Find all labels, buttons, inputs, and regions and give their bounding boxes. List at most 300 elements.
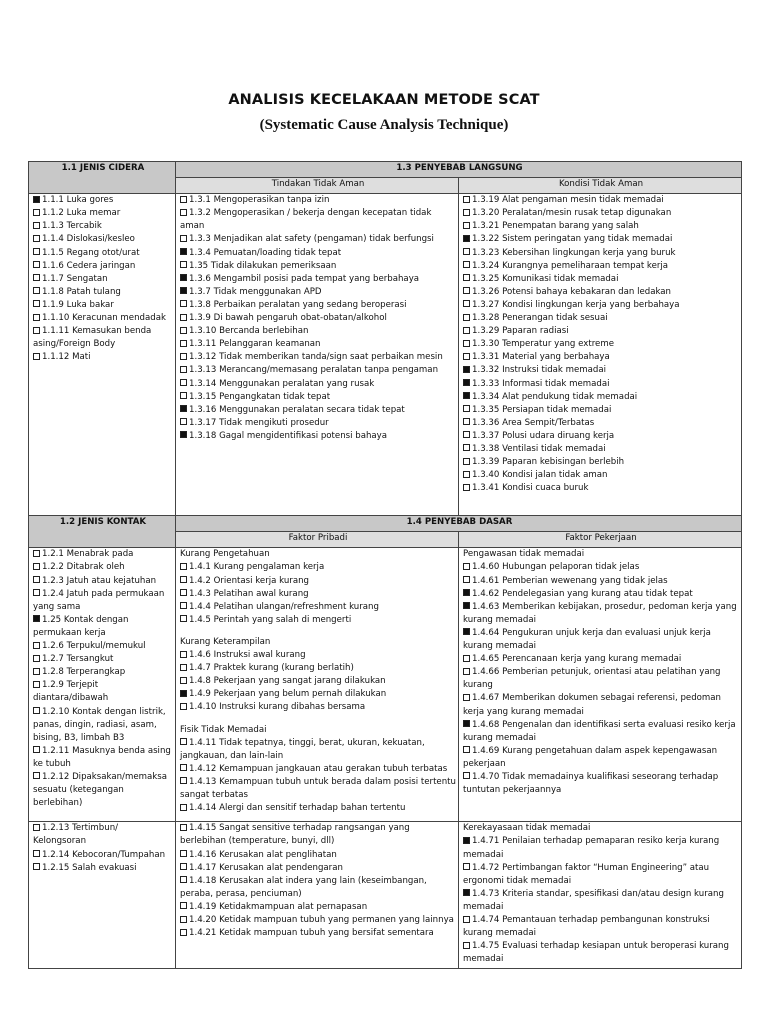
checklist-item <box>180 862 456 875</box>
checkbox-icon[interactable] <box>463 772 470 779</box>
checklist-item <box>180 260 456 273</box>
checklist-item <box>180 927 456 940</box>
checklist-item-label: 1.3.16 Menggunakan peralatan secara tidak tepat <box>189 404 405 415</box>
checklist-item <box>180 312 456 325</box>
checkbox-icon[interactable] <box>463 353 470 360</box>
checklist-item-label: 1.2.14 Kebocoran/Tumpahan <box>42 849 166 860</box>
checkbox-icon[interactable] <box>463 458 470 465</box>
checklist-item <box>33 260 173 273</box>
checklist-item-label: 1.1.1 Luka gores <box>42 195 114 206</box>
checked-box-icon[interactable] <box>463 837 470 844</box>
checklist-item <box>180 575 456 588</box>
checklist-item-label: 1.25 Kontak dengan permukaan kerja <box>33 614 129 638</box>
checklist-item-label: 1.3.4 Pemuatan/loading tidak tepat <box>189 247 342 258</box>
checkbox-icon[interactable] <box>463 274 470 281</box>
checkbox-icon[interactable] <box>33 353 40 360</box>
checklist-item <box>463 338 739 351</box>
checklist-item-label: 1.3.10 Bercanda berlebihan <box>189 326 309 337</box>
checkbox-icon[interactable] <box>180 703 187 710</box>
checkbox-icon[interactable] <box>33 287 40 294</box>
checklist-item-label: 1.4.12 Kemampuan jangkauan atau gerakan tubuh terbatas <box>189 763 448 774</box>
checkbox-icon[interactable] <box>180 664 187 671</box>
checklist-item-label: 1.4.15 Sangat sensitive terhadap rangsangan yang berlebihan (temperature, bunyi, dll) <box>180 823 410 847</box>
checklist-item-label: 1.1.8 Patah tulang <box>42 286 121 297</box>
checked-box-icon[interactable] <box>180 248 187 255</box>
checklist-item <box>463 469 739 482</box>
checklist-item <box>33 614 173 640</box>
checkbox-icon[interactable] <box>33 707 40 714</box>
checklist-item <box>33 273 173 286</box>
checked-box-icon[interactable] <box>463 366 470 373</box>
checkbox-icon[interactable] <box>33 261 40 268</box>
checkbox-icon[interactable] <box>180 300 187 307</box>
checked-box-icon[interactable] <box>180 287 187 294</box>
checklist-item <box>463 666 739 692</box>
checklist-item <box>463 719 739 745</box>
checklist-item <box>180 273 456 286</box>
faktor-pribadi-list-a <box>176 548 459 822</box>
checkbox-icon[interactable] <box>33 209 40 216</box>
checklist-item-label: 1.1.12 Mati <box>42 352 91 363</box>
checklist-item-label: 1.2.10 Kontak dengan listrik, panas, dingin, radiasi, asam, bising, B3, limbah B3 <box>33 706 166 743</box>
checklist-item <box>180 849 456 862</box>
checkbox-icon[interactable] <box>180 340 187 347</box>
checklist-item-label: 1.4.69 Kurang pengetahuan dalam aspek kepengawasan pekerjaan <box>463 745 718 769</box>
checkbox-icon[interactable] <box>463 196 470 203</box>
kurang-pengetahuan-list <box>180 561 456 626</box>
jenis-kontak-list-b <box>29 822 176 969</box>
checklist-item-label: 1.3.27 Kondisi lingkungan kerja yang berbahaya <box>472 299 680 310</box>
checklist-item <box>33 822 173 848</box>
checkbox-icon[interactable] <box>180 235 187 242</box>
checklist-item-label: 1.4.14 Alergi dan sensitif terhadap bahan tertentu <box>189 803 406 814</box>
checklist-item-label: 1.4.13 Kemampuan tubuh untuk berada dalam posisi tertentu sangat terbatas <box>180 776 456 800</box>
checkbox-icon[interactable] <box>180 589 187 596</box>
checkbox-icon[interactable] <box>463 431 470 438</box>
checklist-item <box>180 675 456 688</box>
checkbox-icon[interactable] <box>33 222 40 229</box>
checklist-item <box>180 417 456 430</box>
checklist-item <box>180 391 456 404</box>
jenis-cidera-header: 1.1 JENIS CIDERA <box>29 162 176 194</box>
checklist-item-label: 1.2.4 Jatuh pada permukaan yang sama <box>33 588 165 612</box>
checkbox-icon[interactable] <box>463 942 470 949</box>
checkbox-icon[interactable] <box>463 287 470 294</box>
checkbox-icon[interactable] <box>463 261 470 268</box>
checkbox-icon[interactable] <box>463 444 470 451</box>
checkbox-icon[interactable] <box>33 668 40 675</box>
checklist-item-label: 1.3.32 Instruksi tidak memadai <box>472 365 607 376</box>
penyebab-dasar-header: 1.4 PENYEBAB DASAR <box>176 516 742 532</box>
checkbox-icon[interactable] <box>33 824 40 831</box>
checkbox-icon[interactable] <box>180 804 187 811</box>
checklist-item-label: 1.4.2 Orientasi kerja kurang <box>189 575 309 586</box>
checkbox-icon[interactable] <box>33 655 40 662</box>
checkbox-icon[interactable] <box>33 772 40 779</box>
checklist-item <box>33 194 173 207</box>
checklist-item <box>463 273 739 286</box>
faktor-pekerjaan-list-a <box>459 548 742 822</box>
checked-box-icon[interactable] <box>180 405 187 412</box>
checklist-item-label: 1.3.22 Sistem peringatan yang tidak memadai <box>472 234 673 245</box>
checkbox-icon[interactable] <box>33 314 40 321</box>
checkbox-icon[interactable] <box>463 327 470 334</box>
checklist-item-label: 1.3.24 Kurangnya pemeliharaan tempat kerja <box>472 260 669 271</box>
checklist-item <box>180 233 456 246</box>
checkbox-icon[interactable] <box>180 902 187 909</box>
checkbox-icon[interactable] <box>463 340 470 347</box>
checklist-item-label: 1.3.39 Paparan kebisingan berlebih <box>472 457 625 468</box>
checklist-item-label: 1.4.64 Pengukuran unjuk kerja dan evaluasi unjuk kerja kurang memadai <box>463 627 711 652</box>
checkbox-icon[interactable] <box>33 642 40 649</box>
tindakan-tidak-aman-list <box>176 194 459 516</box>
checklist-item <box>180 822 456 848</box>
checklist-item <box>463 247 739 260</box>
checked-box-icon[interactable] <box>463 628 470 635</box>
checklist-item-label: 1.2.8 Terperangkap <box>42 667 126 678</box>
checklist-item-label: 1.2.2 Ditabrak oleh <box>42 562 125 573</box>
checklist-item-label: 1.2.15 Salah evakuasi <box>42 862 137 873</box>
checklist-item-label: 1.4.4 Pelatihan ulangan/refreshment kurang <box>189 601 379 612</box>
checklist-item-label: 1.3.6 Mengambil posisi pada tempat yang berbahaya <box>189 273 420 284</box>
checklist-item <box>463 771 739 797</box>
checklist-item <box>463 364 739 377</box>
checklist-item <box>180 614 456 627</box>
checkbox-icon[interactable] <box>180 576 187 583</box>
checklist-item <box>463 456 739 469</box>
checklist-item-label: 1.4.62 Pendelegasian yang kurang atau tidak tepat <box>472 588 693 599</box>
checkbox-icon[interactable] <box>180 929 187 936</box>
tindakan-tidak-aman-header: Tindakan Tidak Aman <box>176 178 459 194</box>
checklist-item <box>463 835 739 861</box>
checked-box-icon[interactable] <box>463 589 470 596</box>
checklist-item-label: 1.4.70 Tidak memadainya kualifikasi seseorang terhadap tuntutan pekerjaannya <box>463 771 719 796</box>
checked-box-icon[interactable] <box>180 431 187 438</box>
kondisi-tidak-aman-list <box>459 194 742 516</box>
checked-box-icon[interactable] <box>33 196 40 203</box>
checklist-item <box>180 763 456 776</box>
checklist-item <box>463 378 739 391</box>
checklist-item-label: 1.1.9 Luka bakar <box>42 299 114 310</box>
checkbox-icon[interactable] <box>33 746 40 753</box>
checklist-item-label: 1.3.14 Menggunakan peralatan yang rusak <box>189 378 375 389</box>
checklist-item <box>463 351 739 364</box>
checkbox-icon[interactable] <box>180 677 187 684</box>
checklist-item <box>180 325 456 338</box>
checked-box-icon[interactable] <box>33 615 40 622</box>
checklist-item <box>180 561 456 574</box>
checkbox-icon[interactable] <box>463 314 470 321</box>
checklist-item <box>180 649 456 662</box>
checkbox-icon[interactable] <box>463 484 470 491</box>
checked-box-icon[interactable] <box>463 602 470 609</box>
checklist-item-label: 1.2.7 Tersangkut <box>42 654 114 665</box>
checklist-item-label: 1.3.13 Merancang/memasang peralatan tanpa pengaman <box>189 365 439 376</box>
checkbox-icon[interactable] <box>463 746 470 753</box>
checklist-item-label: 1.3.18 Gagal mengidentifikasi potensi bahaya <box>189 430 388 441</box>
checklist-item-label: 1.2.3 Jatuh atau kejatuhan <box>42 575 157 586</box>
checklist-item <box>180 901 456 914</box>
checkbox-icon[interactable] <box>463 471 470 478</box>
checklist-item-label: 1.4.20 Ketidak mampuan tubuh yang permanen yang lainnya <box>189 915 454 926</box>
checkbox-icon[interactable] <box>180 392 187 399</box>
checklist-item-label: 1.3.34 Alat pendukung tidak memadai <box>472 391 638 402</box>
checklist-item <box>180 351 456 364</box>
checklist-item <box>180 207 456 233</box>
checklist-item <box>33 640 173 653</box>
checklist-item <box>463 745 739 771</box>
checklist-item <box>33 207 173 220</box>
checklist-item-label: 1.4.6 Instruksi awal kurang <box>189 650 306 661</box>
checkbox-icon[interactable] <box>33 235 40 242</box>
checklist-item-label: 1.3.29 Paparan radiasi <box>472 326 569 337</box>
fisik-tidak-memadai-list <box>180 737 456 816</box>
checklist-item <box>33 666 173 679</box>
checkbox-icon[interactable] <box>463 563 470 570</box>
checklist-item <box>463 575 739 588</box>
checkbox-icon[interactable] <box>180 738 187 745</box>
checklist-item <box>463 653 739 666</box>
checklist-item-label: 1.1.4 Dislokasi/kesleo <box>42 234 135 245</box>
checklist-item <box>33 862 173 875</box>
checklist-item-label: 1.4.11 Tidak tepatnya, tinggi, berat, ukuran, kekuatan, jangkauan, dan lain-lain <box>180 737 425 761</box>
checkbox-icon[interactable] <box>33 850 40 857</box>
checklist-item <box>33 849 173 862</box>
checkbox-icon[interactable] <box>33 327 40 334</box>
checklist-item <box>463 194 739 207</box>
checkbox-icon[interactable] <box>180 563 187 570</box>
checklist-item <box>463 220 739 233</box>
checked-box-icon[interactable] <box>463 379 470 386</box>
checklist-item <box>463 286 739 299</box>
checklist-item <box>180 588 456 601</box>
checklist-item-label: 1.3.28 Penerangan tidak sesuai <box>472 313 608 324</box>
page-subtitle: (Systematic Cause Analysis Technique) <box>259 117 509 133</box>
checklist-item <box>180 378 456 391</box>
checked-box-icon[interactable] <box>463 720 470 727</box>
checkbox-icon[interactable] <box>33 274 40 281</box>
checkbox-icon[interactable] <box>180 651 187 658</box>
group-title: Pengawasan tidak memadai <box>463 549 585 560</box>
checklist-item-label: 1.3.8 Perbaikan peralatan yang sedang beroperasi <box>189 299 407 310</box>
checkbox-icon[interactable] <box>180 261 187 268</box>
checkbox-icon[interactable] <box>463 405 470 412</box>
checklist-item-label: 1.3.23 Kebersihan lingkungan kerja yang buruk <box>472 247 676 258</box>
checklist-item <box>463 588 739 601</box>
checklist-item-label: 1.4.71 Penilaian terhadap pemaparan resiko kerja kurang memadai <box>463 836 720 860</box>
checkbox-icon[interactable] <box>180 824 187 831</box>
kerekayasaan-list <box>463 835 739 966</box>
checkbox-icon[interactable] <box>180 353 187 360</box>
checklist-item <box>33 220 173 233</box>
checklist-item-label: 1.2.12 Dipaksakan/memaksa sesuatu (ketegangan berlebihan) <box>33 771 167 809</box>
kondisi-tidak-aman-header: Kondisi Tidak Aman <box>459 178 742 194</box>
checklist-item <box>463 482 739 495</box>
checkbox-icon[interactable] <box>463 863 470 870</box>
checklist-item-label: 1.3.37 Polusi udara diruang kerja <box>472 430 615 441</box>
checklist-item-label: 1.3.17 Tidak mengikuti prosedur <box>189 417 329 428</box>
checklist-item <box>463 233 739 246</box>
checklist-item-label: 1.35 Tidak dilakukan pemeriksaan <box>189 260 337 271</box>
checklist-item-label: 1.1.3 Tercabik <box>42 221 102 232</box>
checklist-item <box>33 548 173 561</box>
checklist-item-label: 1.2.1 Menabrak pada <box>42 549 134 560</box>
checkbox-icon[interactable] <box>180 379 187 386</box>
checkbox-icon[interactable] <box>180 314 187 321</box>
faktor-pribadi-list-b <box>176 822 459 969</box>
checklist-item-label: 1.4.73 Kriteria standar, spesifikasi dan/atau design kurang memadai <box>463 888 724 912</box>
checklist-item <box>33 247 173 260</box>
group-title: Kurang Keterampilan <box>180 636 271 647</box>
checkbox-icon[interactable] <box>180 196 187 203</box>
checklist-item-label: 1.4.68 Pengenalan dan identifikasi serta evaluasi resiko kerja kurang memadai <box>463 719 736 743</box>
checklist-item-label: 1.1.10 Keracunan mendadak <box>42 313 166 324</box>
page-title: ANALISIS KECELAKAAN METODE SCAT <box>228 92 540 108</box>
group-title: Fisik Tidak Memadai <box>180 724 267 735</box>
checklist-item-label: 1.4.60 Hubungan pelaporan tidak jelas <box>472 562 640 573</box>
checklist-item-label: 1.3.19 Alat pengaman mesin tidak memadai <box>472 195 664 206</box>
checkbox-icon[interactable] <box>463 576 470 583</box>
checkbox-icon[interactable] <box>180 209 187 216</box>
checklist-item-label: 1.4.18 Kerusakan alat indera yang lain (keseimbangan, peraba, perasa, penciuman) <box>180 875 427 899</box>
checkbox-icon[interactable] <box>180 850 187 857</box>
checklist-item <box>180 776 456 802</box>
checklist-item-label: 1.3.3 Menjadikan alat safety (pengaman) tidak berfungsi <box>189 234 434 245</box>
checklist-item-label: 1.3.21 Penempatan barang yang salah <box>472 221 639 232</box>
checklist-item-label: 1.4.63 Memberikan kebijakan, prosedur, pedoman kerja yang kurang memadai <box>463 601 737 625</box>
checklist-item <box>463 312 739 325</box>
checklist-item <box>463 417 739 430</box>
checklist-item-label: 1.3.35 Persiapan tidak memadai <box>472 404 612 415</box>
checklist-item-label: 1.4.7 Praktek kurang (kurang berlatih) <box>189 663 354 674</box>
checklist-item <box>180 737 456 763</box>
checklist-item <box>180 802 456 815</box>
checklist-item <box>463 940 739 966</box>
checkbox-icon[interactable] <box>463 248 470 255</box>
checkbox-icon[interactable] <box>463 300 470 307</box>
checklist-item-label: 1.4.16 Kerusakan alat penglihatan <box>189 849 337 860</box>
group-title: Kerekayasaan tidak memadai <box>463 823 591 834</box>
checked-box-icon[interactable] <box>463 889 470 896</box>
checkbox-icon[interactable] <box>180 327 187 334</box>
kurang-keterampilan-list <box>180 649 456 714</box>
checklist-item <box>463 601 739 627</box>
checklist-item-label: 1.3.2 Mengoperasikan / bekerja dengan kecepatan tidak aman <box>180 208 432 232</box>
checklist-item <box>33 575 173 588</box>
jenis-kontak-list <box>29 548 176 822</box>
checklist-item <box>463 627 739 653</box>
checklist-item <box>463 862 739 888</box>
checkbox-icon[interactable] <box>463 418 470 425</box>
checklist-item <box>463 404 739 417</box>
checklist-item-label: 1.4.72 Pertimbangan faktor “Human Engineering” atau ergonomi tidak memadai <box>463 862 710 886</box>
checklist-item-label: 1.2.13 Tertimbun/ Kelongsoran <box>33 823 119 847</box>
checklist-item-label: 1.2.11 Masuknya benda asing ke tubuh <box>33 745 171 769</box>
checkbox-icon[interactable] <box>33 248 40 255</box>
checklist-item <box>463 443 739 456</box>
checklist-item <box>180 662 456 675</box>
checklist-item <box>33 233 173 246</box>
checklist-item <box>180 875 456 901</box>
checklist-item <box>463 207 739 220</box>
checkbox-icon[interactable] <box>463 655 470 662</box>
checkbox-icon[interactable] <box>180 777 187 784</box>
checklist-item <box>180 286 456 299</box>
jenis-cidera-list <box>29 194 176 516</box>
checkbox-icon[interactable] <box>33 576 40 583</box>
checkbox-icon[interactable] <box>180 366 187 373</box>
checked-box-icon[interactable] <box>180 690 187 697</box>
checkbox-icon[interactable] <box>180 418 187 425</box>
checkbox-icon[interactable] <box>180 916 187 923</box>
checklist-item <box>33 325 173 351</box>
checkbox-icon[interactable] <box>180 876 187 883</box>
checklist-item <box>33 679 173 705</box>
checklist-item-label: 1.4.19 Ketidakmampuan alat pernapasan <box>189 901 368 912</box>
checkbox-icon[interactable] <box>463 209 470 216</box>
checklist-item-label: 1.4.9 Pekerjaan yang belum pernah dilakukan <box>189 689 387 700</box>
checkbox-icon[interactable] <box>180 602 187 609</box>
checkbox-icon[interactable] <box>463 222 470 229</box>
checkbox-icon[interactable] <box>33 681 40 688</box>
checklist-item <box>180 338 456 351</box>
checklist-item-label: 1.4.74 Pemantauan terhadap pembangunan konstruksi kurang memadai <box>463 915 710 939</box>
checkbox-icon[interactable] <box>180 863 187 870</box>
checklist-item <box>33 299 173 312</box>
checklist-item-label: 1.3.33 Informasi tidak memadai <box>472 378 610 389</box>
checklist-item-label: 1.3.9 Di bawah pengaruh obat-obatan/alkohol <box>189 313 387 324</box>
checklist-item-label: 1.3.7 Tidak menggunakan APD <box>189 286 322 297</box>
checklist-item <box>463 561 739 574</box>
checklist-item-label: 1.4.5 Perintah yang salah di mengerti <box>189 614 352 625</box>
faktor-pribadi-header: Faktor Pribadi <box>176 532 459 548</box>
checklist-item <box>33 653 173 666</box>
checkbox-icon[interactable] <box>33 563 40 570</box>
checklist-item-label: 1.4.65 Perencanaan kerja yang kurang memadai <box>472 654 682 665</box>
checkbox-icon[interactable] <box>463 694 470 701</box>
checkbox-icon[interactable] <box>33 589 40 596</box>
checkbox-icon[interactable] <box>463 916 470 923</box>
checklist-item-label: 1.1.11 Kemasukan benda asing/Foreign Body <box>33 326 152 350</box>
checked-box-icon[interactable] <box>180 274 187 281</box>
checklist-item <box>180 299 456 312</box>
checklist-item <box>33 312 173 325</box>
checklist-item <box>33 706 173 745</box>
pengawasan-list <box>463 561 739 797</box>
checklist-item-label: 1.4.75 Evaluasi terhadap kesiapan untuk beroperasi kurang memadai <box>463 941 729 965</box>
checkbox-icon[interactable] <box>180 764 187 771</box>
checklist-item-label: 1.4.61 Pemberian wewenang yang tidak jelas <box>472 575 668 586</box>
checked-box-icon[interactable] <box>463 235 470 242</box>
checklist-item-label: 1.3.30 Temperatur yang extreme <box>472 339 615 350</box>
checkbox-icon[interactable] <box>33 300 40 307</box>
checkbox-icon[interactable] <box>33 550 40 557</box>
checklist-item-label: 1.3.38 Ventilasi tidak memadai <box>472 443 606 454</box>
checkbox-icon[interactable] <box>180 615 187 622</box>
checklist-item <box>463 888 739 914</box>
checklist-item <box>463 391 739 404</box>
group-title: Kurang Pengetahuan <box>180 549 270 560</box>
checklist-item <box>180 601 456 614</box>
checklist-item <box>180 430 456 443</box>
checklist-item <box>180 364 456 377</box>
checked-box-icon[interactable] <box>463 392 470 399</box>
checklist-item-label: 1.4.1 Kurang pengalaman kerja <box>189 562 325 573</box>
checkbox-icon[interactable] <box>33 863 40 870</box>
checkbox-icon[interactable] <box>463 668 470 675</box>
checklist-item-label: 1.3.31 Material yang berbahaya <box>472 352 610 363</box>
faktor-pekerjaan-list-b <box>459 822 742 969</box>
